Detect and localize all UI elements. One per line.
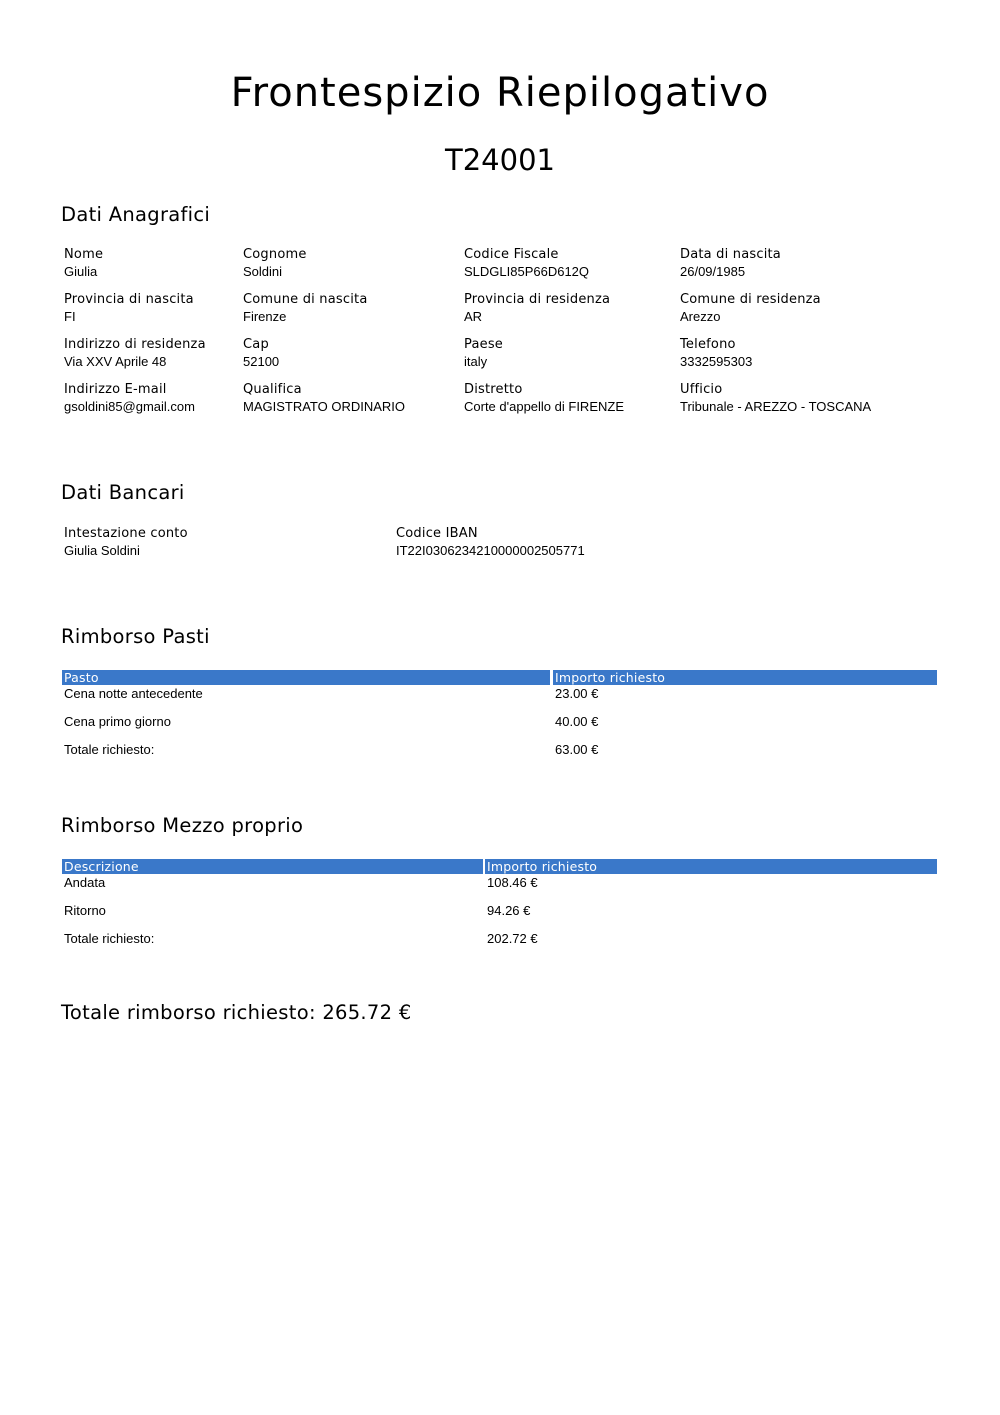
table-header	[62, 859, 937, 874]
table-row	[62, 902, 937, 930]
page-title: Frontespizio Riepilogativo	[230, 70, 770, 116]
field-value: Soldini	[243, 264, 283, 279]
field-distretto	[464, 382, 624, 415]
field-value: SLDGLI85P66D612Q	[464, 264, 590, 279]
table-row-total	[62, 741, 937, 769]
cell-descrizione: Andata	[64, 875, 106, 890]
field-telefono	[680, 337, 752, 370]
total-reimbursement: Totale rimborso richiesto: 265.72 €	[61, 1001, 412, 1024]
field-codice-fiscale	[464, 247, 589, 280]
field-codice-iban	[396, 526, 585, 559]
field-label: Codice IBAN	[396, 526, 478, 541]
table-header	[62, 670, 937, 685]
field-label: Cap	[243, 337, 269, 352]
field-label: Intestazione conto	[64, 526, 188, 541]
field-value: gsoldini85@gmail.com	[64, 399, 195, 414]
field-label: Cognome	[243, 247, 307, 262]
cell-descrizione: Totale richiesto:	[64, 931, 155, 946]
column-header-pasto: Pasto	[62, 670, 550, 685]
field-label: Provincia di nascita	[64, 292, 194, 307]
field-paese	[464, 337, 503, 370]
field-value: 26/09/1985	[680, 264, 746, 279]
field-value: Giulia	[64, 264, 98, 279]
table-row	[62, 685, 937, 713]
cell-importo: 23.00 €	[555, 686, 599, 701]
field-value: IT22I0306234210000002505771	[396, 543, 585, 558]
field-value: Arezzo	[680, 309, 721, 324]
field-qualifica	[243, 382, 405, 415]
field-label: Qualifica	[243, 382, 302, 397]
field-value: Via XXV Aprile 48	[64, 354, 167, 369]
field-label: Indirizzo E-mail	[64, 382, 167, 397]
field-label: Paese	[464, 337, 503, 352]
field-label: Comune di nascita	[243, 292, 368, 307]
field-value: FI	[64, 309, 76, 324]
cell-descrizione: Ritorno	[64, 903, 106, 918]
field-label: Telefono	[680, 337, 736, 352]
field-data-nascita	[680, 247, 781, 280]
cell-pasto: Cena primo giorno	[64, 714, 171, 729]
field-label: Provincia di residenza	[464, 292, 611, 307]
cell-importo: 202.72 €	[487, 931, 538, 946]
field-intestazione-conto	[64, 526, 188, 559]
field-label: Indirizzo di residenza	[64, 337, 206, 352]
cell-pasto: Totale richiesto:	[64, 742, 155, 757]
cell-importo: 108.46 €	[487, 875, 538, 890]
field-nome	[64, 247, 103, 280]
field-provincia-residenza	[464, 292, 610, 325]
section-heading-anagrafici: Dati Anagrafici	[61, 203, 211, 226]
table-row	[62, 713, 937, 741]
cell-pasto: Cena notte antecedente	[64, 686, 203, 701]
field-label: Ufficio	[680, 382, 723, 397]
field-value: AR	[464, 309, 483, 324]
field-label: Data di nascita	[680, 247, 781, 262]
field-label: Nome	[64, 247, 104, 262]
cell-importo: 63.00 €	[555, 742, 599, 757]
field-label: Distretto	[464, 382, 523, 397]
field-cap	[243, 337, 279, 370]
field-indirizzo-residenza	[64, 337, 206, 370]
field-value: 3332595303	[680, 354, 753, 369]
field-value: Firenze	[243, 309, 287, 324]
field-value: Corte d'appello di FIRENZE	[464, 399, 624, 414]
field-comune-residenza	[680, 292, 821, 325]
table-row-total	[62, 930, 937, 958]
table-mezzo	[62, 859, 937, 958]
table-pasti	[62, 670, 937, 769]
field-label: Comune di residenza	[680, 292, 821, 307]
cell-importo: 40.00 €	[555, 714, 599, 729]
field-comune-nascita	[243, 292, 368, 325]
document-code: T24001	[445, 143, 555, 177]
field-label: Codice Fiscale	[464, 247, 559, 262]
field-ufficio	[680, 382, 871, 415]
field-value: italy	[464, 354, 488, 369]
cell-importo: 94.26 €	[487, 903, 531, 918]
field-value: 52100	[243, 354, 280, 369]
field-value: MAGISTRATO ORDINARIO	[243, 399, 406, 414]
field-value: Tribunale - AREZZO - TOSCANA	[680, 399, 872, 414]
section-heading-bancari: Dati Bancari	[61, 481, 185, 504]
column-header-importo: Importo richiesto	[553, 670, 937, 685]
field-value: Giulia Soldini	[64, 543, 140, 558]
column-header-descrizione: Descrizione	[62, 859, 483, 874]
section-heading-pasti: Rimborso Pasti	[61, 625, 210, 648]
field-provincia-nascita	[64, 292, 194, 325]
column-header-importo: Importo richiesto	[485, 859, 937, 874]
table-row	[62, 874, 937, 902]
section-heading-mezzo: Rimborso Mezzo proprio	[61, 814, 304, 837]
field-cognome	[243, 247, 307, 280]
field-email	[64, 382, 195, 415]
